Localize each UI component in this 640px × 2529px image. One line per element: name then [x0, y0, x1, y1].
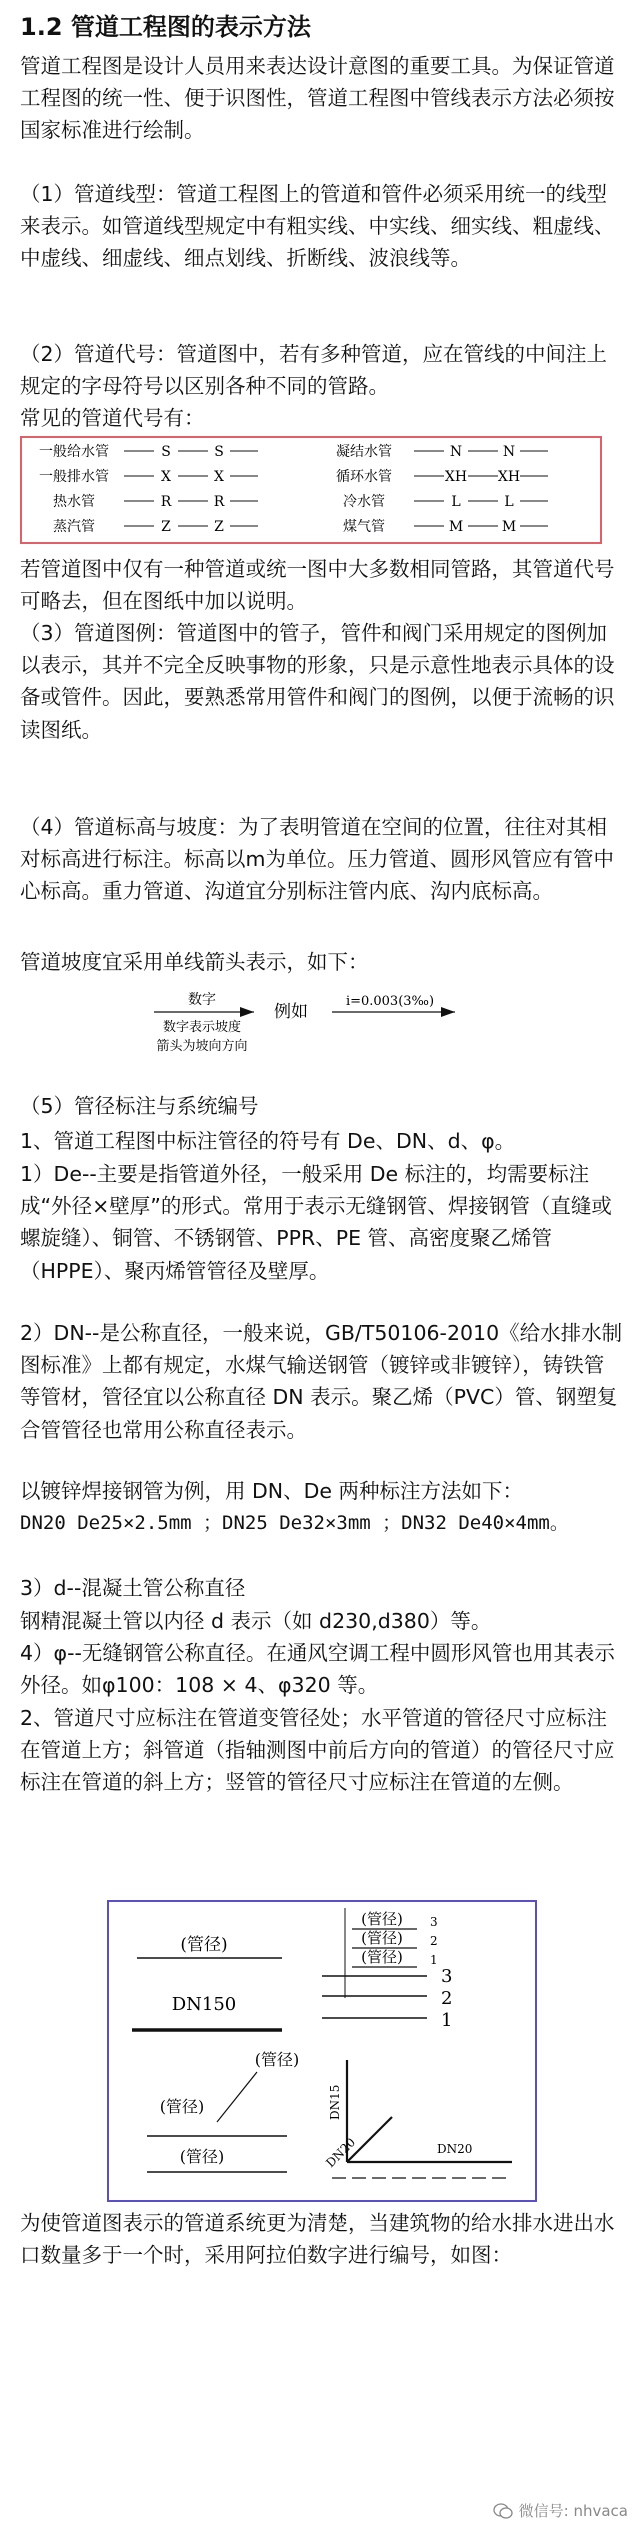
codes-note: 若管道图中仅有一种管道或统一图中大多数相同管路，其管道代号可略去，但在图纸中加以说明。: [20, 557, 615, 614]
diameter-d-head: 3）d--混凝土管公称直径: [20, 1576, 246, 1600]
slope-bottom-label: 箭头为坡向方向: [156, 1039, 248, 1054]
pipe-codes-table: [20, 436, 602, 544]
pipe-code-name: 蒸汽管: [53, 519, 95, 535]
pipe-code-symbol: S: [161, 444, 171, 460]
pipe-code-symbol: M: [448, 519, 464, 535]
codes-right-column: [336, 443, 548, 535]
diameter-phi: 4）φ--无缝钢管公称直径。在通风空调工程中圆形风管也用其表示外径。如φ100：108 × 4、φ320 等。: [20, 1641, 615, 1698]
stack-num-2: 2: [430, 1934, 438, 1948]
section-title: 1.2 管道工程图的表示方法: [20, 13, 311, 41]
wechat-watermark: [493, 2500, 628, 2521]
item-elevation: （4）管道标高与坡度：为了表明管道在空间的位置，往往对其相对标高进行标注。标高以m为单位。压力管道、圆形风管应有管中心标高。重力管道、沟道宜分别标注管内底、沟内底标高。: [20, 815, 614, 904]
pipe-code-symbol: N: [502, 444, 516, 460]
pipe-num-3: 3: [441, 1966, 453, 1987]
slope-intro: 管道坡度宜采用单线箭头表示，如下：: [20, 950, 369, 974]
oblique-label-upper: (管径): [254, 2050, 300, 2069]
dn15-label: DN15: [328, 2084, 342, 2120]
pipe-code-symbol: S: [214, 444, 224, 460]
pipe-code-symbol: Z: [161, 519, 171, 535]
pipe-code-name: 凝结水管: [336, 444, 392, 460]
pipe-num-2: 2: [441, 1988, 453, 2009]
pipe-code-name: 循环水管: [336, 469, 392, 485]
intro-paragraph: 管道工程图是设计人员用来表达设计意图的重要工具。为保证管道工程图的统一性、便于识图性，管道工程图中管线表示方法必须按国家标准进行绘制。: [20, 54, 615, 143]
codes-intro: 常见的管道代号有：: [20, 406, 205, 430]
pipe-code-symbol: L: [504, 494, 514, 510]
oblique-leader: [217, 2072, 257, 2122]
pipe-code-symbol: X: [161, 469, 171, 485]
slope-diagram: [150, 986, 480, 1064]
diameter-d-body: 钢精混凝土管以内径 d 表示（如 d230,d380）等。: [20, 1609, 492, 1633]
dimension-position-rule: 2、管道尺寸应标注在管道变管径处；水平管道的管径尺寸应标注在管道上方；斜管道（指轴测图中前后方向的管道）的管径尺寸应标注在管道的斜上方；竖管的管径尺寸应标注在管道的左侧。: [20, 1706, 615, 1795]
pipe-code-symbol: XH: [497, 469, 521, 485]
pipe-code-symbol: Z: [214, 519, 224, 535]
pipe-code-symbol: X: [214, 469, 224, 485]
stack-num-3: 3: [430, 1915, 438, 1929]
item-legend: （3）管道图例：管道图中的管子，管件和阀门采用规定的图例加以表示，其并不完全反映事物的形象，只是示意性地表示具体的设备或管件。因此，要熟悉常用管件和阀门的图例，以便于流畅的识读图纸。: [20, 621, 615, 742]
slope-arrowhead: [240, 1007, 254, 1017]
pipe-num-1: 1: [441, 2010, 453, 2031]
galv-values: DN20 De25×2.5mm ；DN25 De32×3mm ；DN32 De40×4mm。: [20, 1512, 569, 1534]
pipe-code-symbol: N: [449, 444, 463, 460]
dn20-label: DN20: [437, 2142, 473, 2156]
diameter-symbols: 1、管道工程图中标注管径的符号有 De、DN、d、φ。: [20, 1129, 516, 1153]
stack-label-1: (管径): [361, 1948, 403, 1966]
item-diameter: （5）管径标注与系统编号: [20, 1094, 259, 1118]
pipe-code-name: 一般给水管: [39, 444, 109, 460]
dn20-slanted-label: DN20: [323, 2135, 359, 2171]
pipe-code-symbol: XH: [444, 469, 468, 485]
horizontal-pipe-label: (管径): [180, 1935, 228, 1955]
figure-border: [108, 1901, 536, 2201]
pipe-code-name: 冷水管: [343, 494, 385, 510]
item-pipe-codes: （2）管道代号：管道图中，若有多种管道，应在管线的中间注上规定的字母符号以区别各种不同的管路。: [20, 342, 608, 399]
watermark-text: 微信号: nhvaca: [518, 2502, 628, 2520]
slope-example-label: 例如: [274, 1002, 308, 1022]
dn150-label: DN150: [171, 1994, 237, 2015]
pipe-code-symbol: R: [213, 494, 225, 510]
slope-mid-label: 数字表示坡度: [162, 1020, 242, 1035]
galv-intro: 以镀锌焊接钢管为例，用 DN、De 两种标注方法如下：: [20, 1479, 524, 1503]
codes-left-column: [39, 443, 258, 535]
slope-example-value: i=0.003(3‰): [345, 994, 435, 1009]
oblique-label-lower: (管径): [179, 2147, 225, 2166]
slanted-pipe: [347, 2117, 392, 2162]
diameter-dn: 2）DN--是公称直径，一般来说，GB/T50106-2010《给水排水制图标准》上都有规定，水煤气输送钢管（镀锌或非镀锌），铸铁管等管材，管径宜以公称直径 DN 表示。聚乙烯（PVC）管、钢塑复合管管径也常用公称直径表示。: [20, 1321, 623, 1442]
pipe-code-name: 煤气管: [343, 519, 385, 535]
slope-top-label: 数字: [188, 992, 216, 1008]
pipe-code-symbol: L: [451, 494, 461, 510]
item-line-types: （1）管道线型：管道工程图上的管道和管件必须采用统一的线型来表示。如管道线型规定中有粗实线、中实线、细实线、粗虚线、中虚线、细虚线、细点划线、折断线、波浪线等。: [20, 182, 615, 271]
pipe-code-name: 一般排水管: [39, 469, 109, 485]
stack-label-3: (管径): [361, 1910, 403, 1928]
dimension-figure: [107, 1900, 537, 2202]
wechat-icon: [493, 2503, 513, 2519]
diameter-de: 1）De--主要是指管道外径，一般采用 De 标注的，均需要标注成“外径×壁厚”的形式。常用于表示无缝钢管、焊接钢管（直缝或螺旋缝）、铜管、不锈钢管、PPR、PE 管、高密度聚乙烯管（HPPE）、聚丙烯管管径及壁厚。: [20, 1162, 612, 1283]
pipe-code-symbol: R: [160, 494, 172, 510]
stack-label-2: (管径): [361, 1929, 403, 1947]
pipe-code-symbol: M: [501, 519, 517, 535]
slope-example-arrowhead: [441, 1007, 455, 1017]
pipe-code-name: 热水管: [53, 494, 95, 510]
stack-num-1: 1: [430, 1953, 438, 1967]
numbering-paragraph: 为使管道图表示的管道系统更为清楚，当建筑物的给水排水进出水口数量多于一个时，采用阿拉伯数字进行编号，如图：: [20, 2211, 615, 2268]
oblique-label-left: (管径): [159, 2097, 205, 2116]
